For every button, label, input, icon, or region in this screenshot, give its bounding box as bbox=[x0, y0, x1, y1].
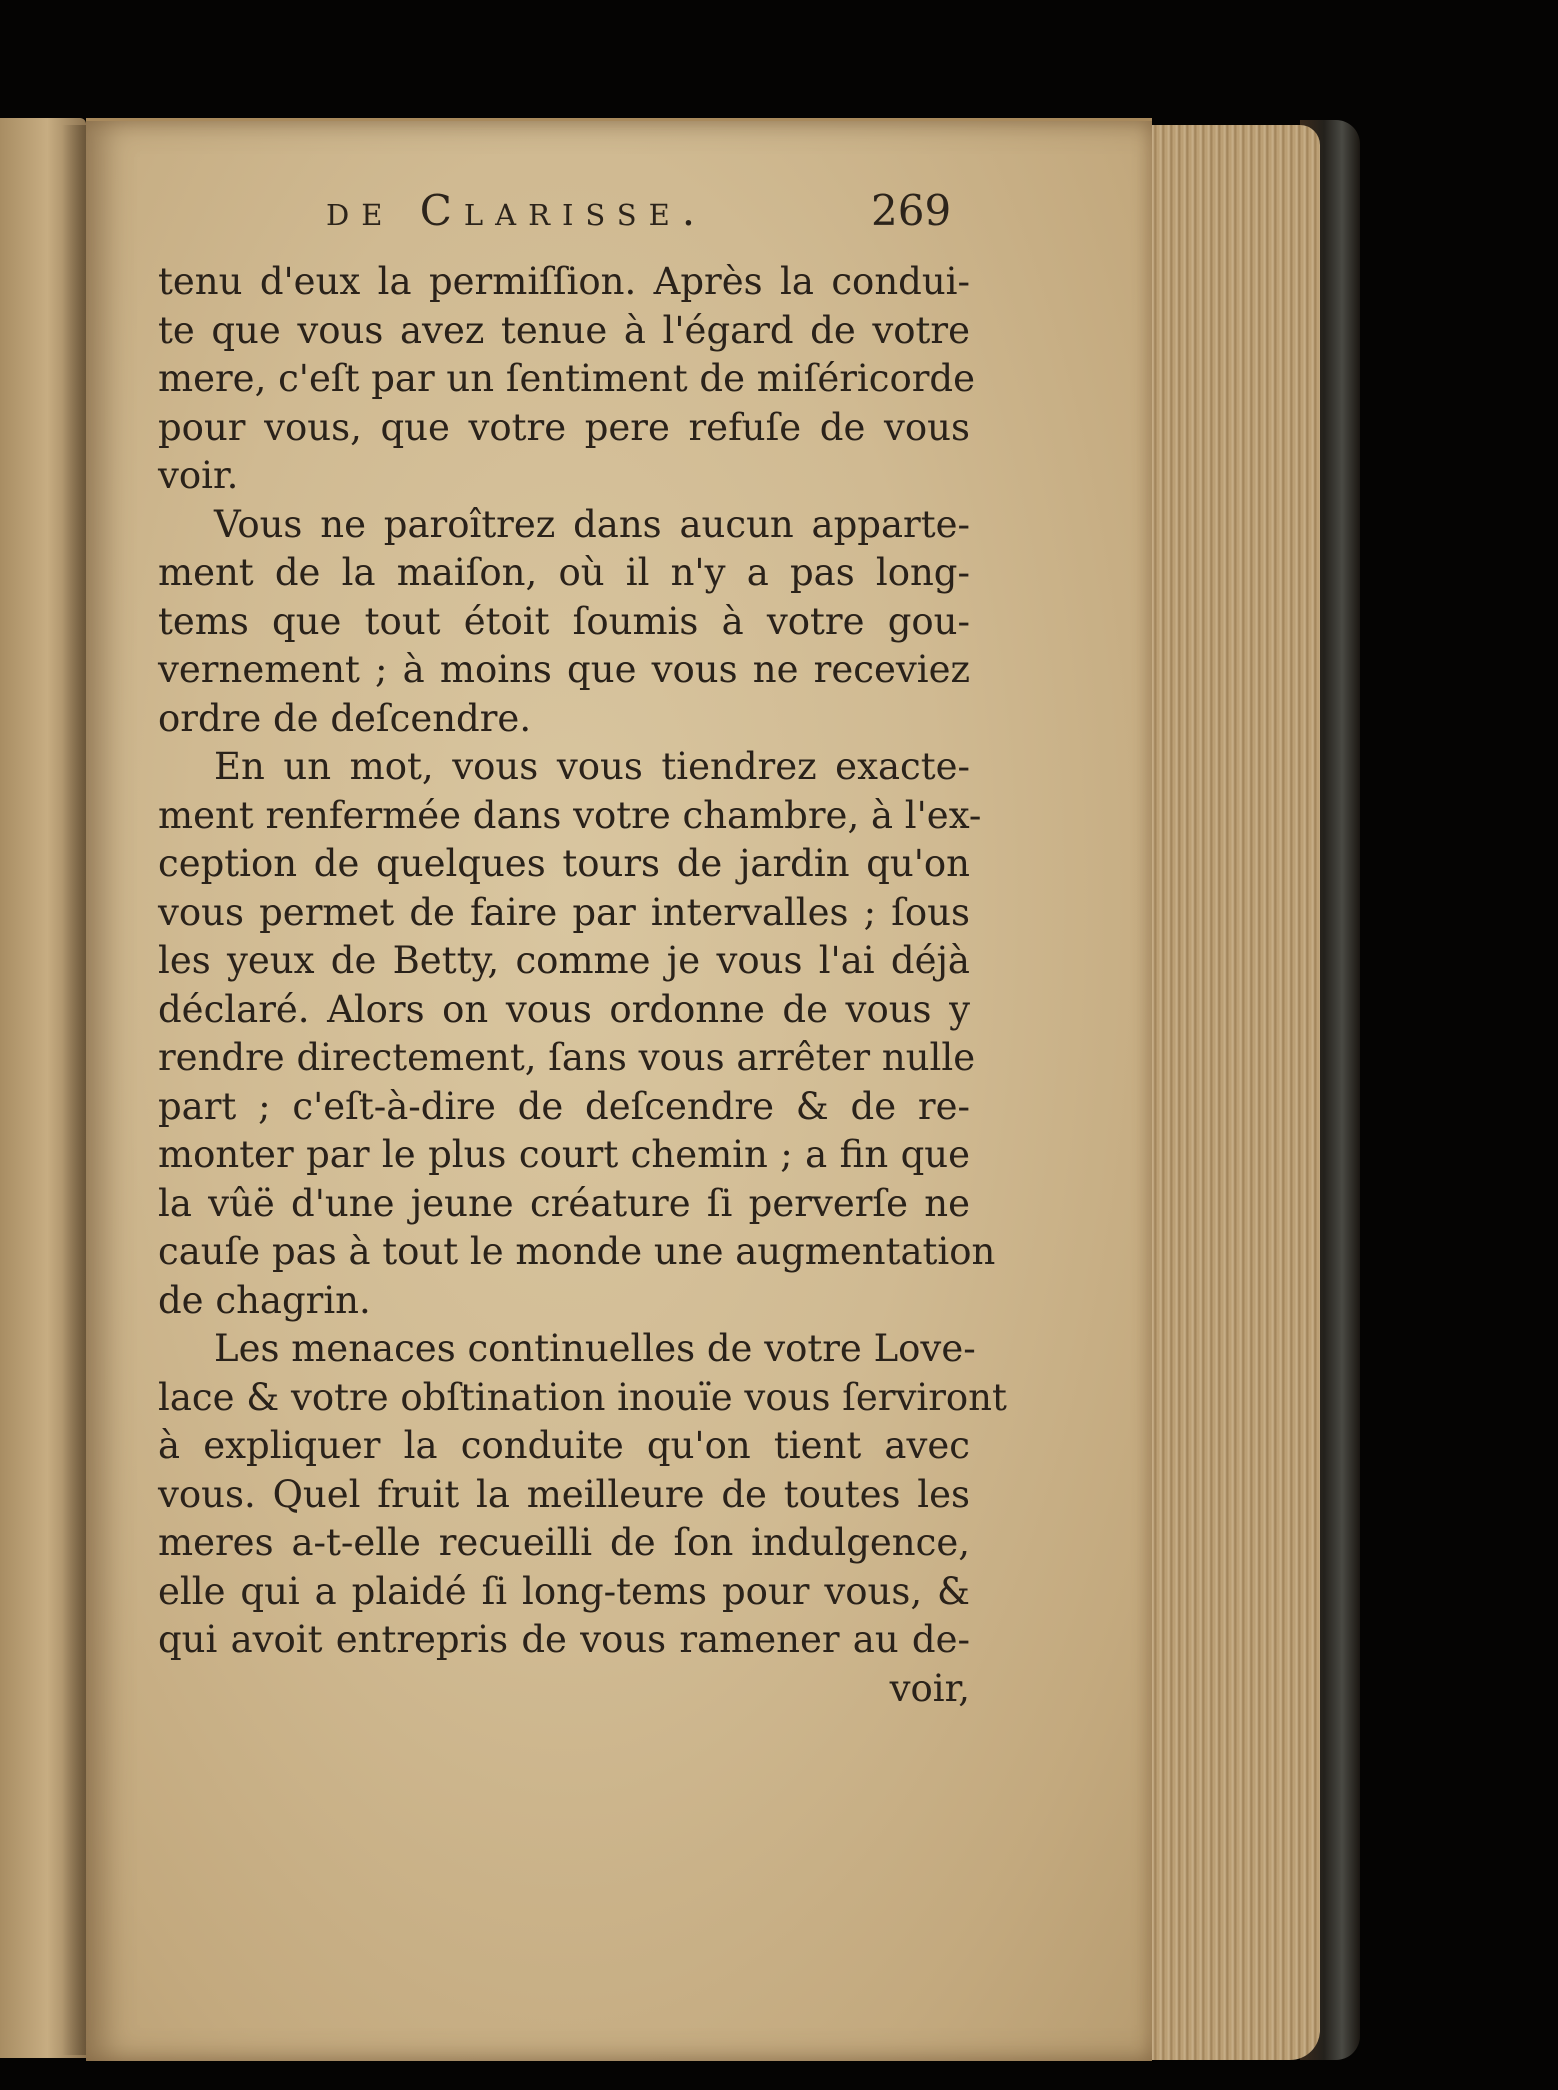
text-line: ception de quelques tours de jardin qu'on bbox=[158, 842, 970, 885]
text-line: Les menaces continuelles de votre Love- bbox=[214, 1327, 976, 1370]
text-line: te que vous avez tenue à l'égard de votre bbox=[158, 308, 970, 352]
body-text bbox=[158, 258, 1007, 1713]
text-line: part ; c'eſt-à-dire de deſcendre & de re- bbox=[158, 1084, 970, 1128]
text-line: monter par le plus court chemin ; a fin que bbox=[158, 1133, 970, 1176]
text-line: les yeux de Betty, comme je vous l'ai déjà bbox=[158, 939, 970, 982]
text-line: voir. bbox=[158, 454, 239, 497]
text-line: meres a-t-elle recueilli de ſon indulgence, bbox=[158, 1521, 970, 1564]
text-line: En un mot, vous vous tiendrez exacte- bbox=[214, 745, 970, 788]
text-line: vernement ; à moins que vous ne receviez bbox=[158, 648, 970, 691]
page-number: 269 bbox=[871, 186, 952, 235]
text-line: tems que tout étoit ſoumis à votre gou- bbox=[158, 599, 970, 643]
text-line: elle qui a plaidé ſi long-tems pour vous, & bbox=[158, 1569, 970, 1613]
text-line: pour vous, que votre pere refuſe de vous bbox=[158, 405, 970, 449]
text-line: qui avoit entrepris de vous ramener au de- bbox=[158, 1618, 970, 1661]
text-line: de chagrin. bbox=[158, 1278, 371, 1322]
text-line: cauſe pas à tout le monde une augmentation bbox=[158, 1230, 996, 1273]
catchword: voir, bbox=[889, 1666, 970, 1710]
text-line: tenu d'eux la permiſſion. Après la condui- bbox=[158, 260, 970, 303]
text-line: vous. Quel fruit la meilleure de toutes les bbox=[158, 1472, 970, 1516]
text-line: déclaré. Alors on vous ordonne de vous y bbox=[158, 987, 970, 1031]
page-fore-edges bbox=[1150, 125, 1320, 2060]
text-line: rendre directement, ſans vous arrêter nulle bbox=[158, 1036, 976, 1079]
text-line: ment de la maiſon, où il n'y a pas long- bbox=[158, 551, 970, 594]
text-line: la vûë d'une jeune créature ſi perverſe ne bbox=[158, 1181, 970, 1225]
text-line: Vous ne paroîtrez dans aucun apparte- bbox=[214, 502, 970, 546]
text-line: vous permet de faire par intervalles ; ſous bbox=[158, 890, 970, 934]
text-line: ordre de deſcendre. bbox=[158, 696, 532, 740]
running-head: de Clarisse. bbox=[326, 186, 708, 235]
text-line: à expliquer la conduite qu'on tient avec bbox=[158, 1424, 970, 1467]
text-line: lace & votre obſtination inouïe vous ſerviront bbox=[158, 1375, 1007, 1419]
page-header bbox=[86, 186, 1152, 246]
text-line: mere, c'eſt par un ſentiment de miſéricorde bbox=[158, 357, 976, 400]
text-line: ment renfermée dans votre chambre, à l'ex- bbox=[158, 793, 982, 837]
